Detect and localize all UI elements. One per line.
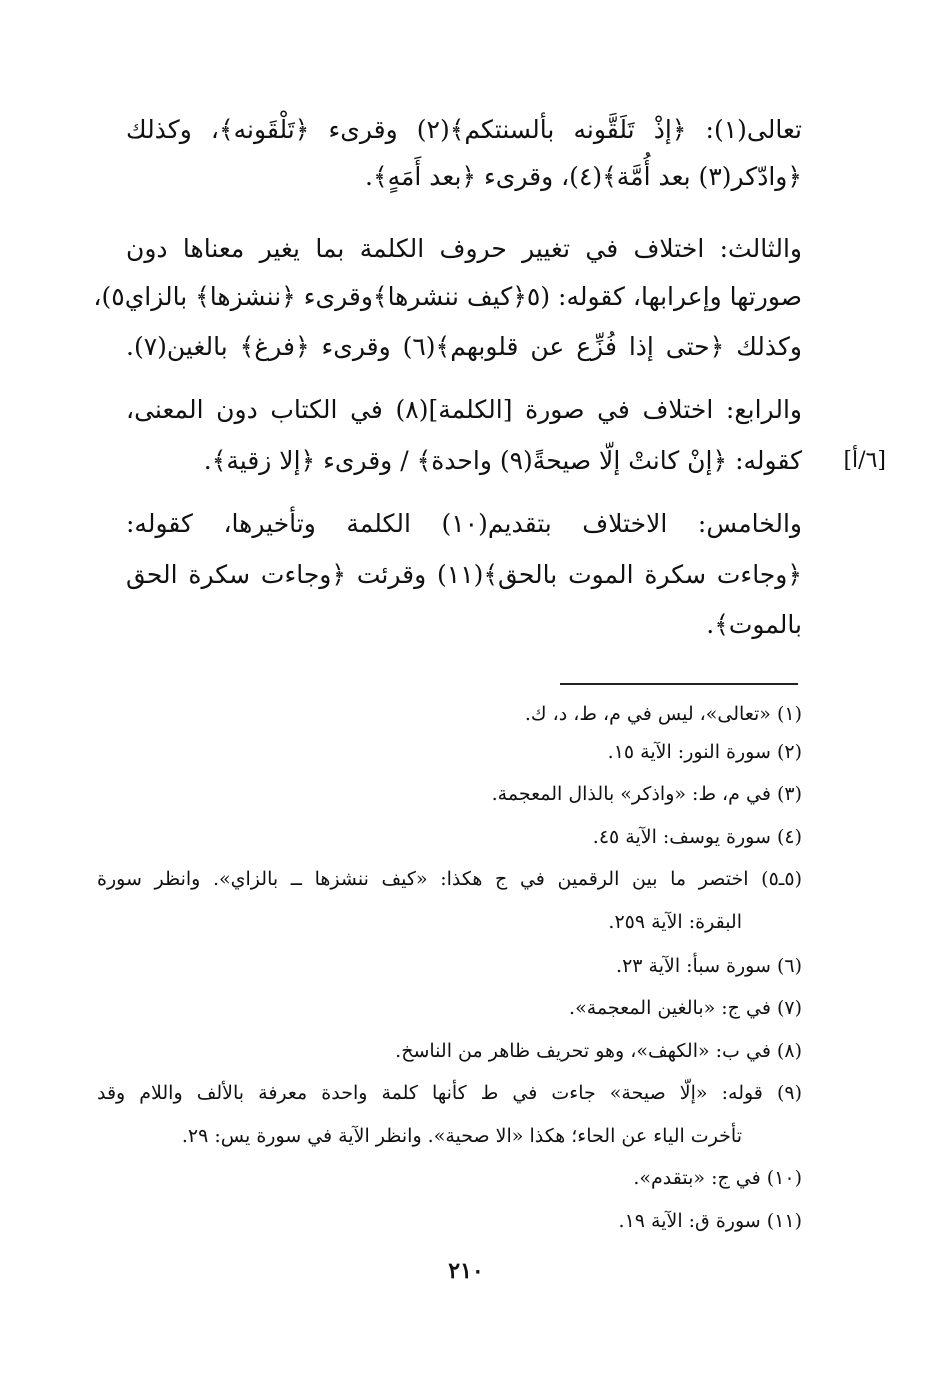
- footnote-9-continuation: تأخرت الياء عن الحاء؛ هكذا «الا صحية». وانظر الآية في سورة يس: ٢٩.: [181, 1125, 742, 1147]
- body-line-8: والخامس: الاختلاف بتقديم(١٠) الكلمة وتأخيرها، كقوله:: [126, 509, 802, 538]
- footnote-8: (٨) في ب: «الكهف»، وهو تحريف ظاهر من الناسخ.: [395, 1040, 802, 1062]
- footnote-5-continuation: البقرة: الآية ٢٥٩.: [608, 911, 742, 933]
- footnote-4: (٤) سورة يوسف: الآية ٤٥.: [592, 826, 802, 848]
- footnote-6: (٦) سورة سبأ: الآية ٢٣.: [616, 955, 802, 977]
- footnote-separator: [560, 683, 798, 685]
- body-line-6: والرابع: اختلاف في صورة [الكلمة](٨) في الكتاب دون المعنى،: [126, 395, 802, 424]
- footnote-7: (٧) في ج: «بالغين المعجمة».: [569, 997, 802, 1019]
- footnote-2: (٢) سورة النور: الآية ١٥.: [607, 741, 802, 763]
- body-line-5: وكذلك ﴿حتى إذا فُزِّع عن قلوبهم﴾(٦) وقرىء ﴿فرغ﴾ بالغين(٧).: [126, 332, 802, 361]
- body-line-2: ﴿وادّكر(٣) بعد أُمَّة﴾(٤)، وقرىء ﴿بعد أَمَهٍ﴾.: [365, 162, 802, 191]
- body-line-4: صورتها وإعرابها، كقوله: (٥﴿كيف ننشرها﴾وقرىء ﴿ننشزها﴾ بالزاي٥)،: [93, 282, 802, 311]
- footnote-9: (٩) قوله: «إلّا صيحة» جاءت في ط كأنها كلمة واحدة معرفة بالألف واللام وقد: [97, 1082, 802, 1104]
- page-number: ٢١٠: [448, 1258, 484, 1284]
- footnote-10: (١٠) في ج: «بتقدم».: [633, 1167, 802, 1189]
- footnote-11: (١١) سورة ق: الآية ١٩.: [618, 1210, 802, 1232]
- body-line-10: بالموت﴾.: [706, 610, 802, 639]
- footnote-3: (٣) في م، ط: «واذكر» بالذال المعجمة.: [491, 783, 802, 805]
- footnote-5: (٥ـ٥) اختصر ما بين الرقمين في ج هكذا: «كيف ننشزها ــ بالزاي». وانظر سورة: [97, 868, 802, 890]
- margin-folio-reference: [٦/أ]: [843, 448, 886, 473]
- body-line-9: ﴿وجاءت سكرة الموت بالحق﴾(١١) وقرئت ﴿وجاءت سكرة الحق: [126, 560, 802, 589]
- body-line-1: تعالى(١): ﴿إذْ تَلَقَّونه بألسنتكم﴾(٢) وقرىء ﴿تَلْقَونه﴾، وكذلك: [126, 115, 802, 144]
- body-line-3: والثالث: اختلاف في تغيير حروف الكلمة بما يغير معناها دون: [126, 234, 802, 263]
- body-line-7: كقوله: ﴿إنْ كانتْ إلّا صيحةً(٩) واحدة﴾ / وقرىء ﴿إلا زقية﴾.: [203, 446, 802, 475]
- footnote-1: (١) «تعالى»، ليس في م، ط، د، ك.: [524, 703, 802, 725]
